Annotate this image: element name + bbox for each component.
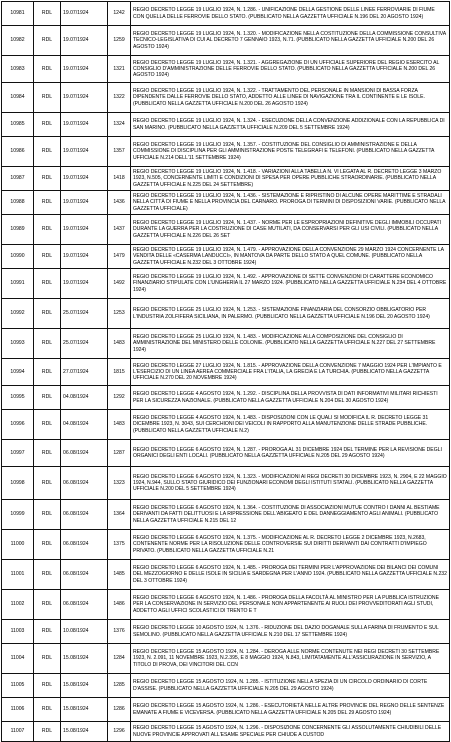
decree-number: 10989 — [2, 215, 34, 245]
decree-date: 27.07/1924 — [61, 359, 108, 386]
decree-type: RDL — [34, 500, 61, 530]
decree-description: REGIO DECRETO LEGGE 19 LUGLIO 1924, N. 1.324. - ESECUZIONE DELLA CONVENZIONE ADDIZIONALE CON LA REPUBBLICA DI SAN MARINO. (PUBBLICATO NELLA GAZZETTA UFFICIALE N.209 DEL 5 SETTEMBRE 1924) — [131, 113, 450, 137]
decree-type: RDL — [34, 674, 61, 698]
decree-description: REGIO DECRETO LEGGE 19 LUGLIO 1924, N. 1.357. - COSTITUZIONE DEL CONSIGLIO DI AMMINISTRAZIONE E DELLA COMMISSIONE DI DISCIPLINA PER GLI AMMINISTRAZIONE POSTE TELEGRAFI E TELEFONI. (PUBBLICATO NELLA GAZZETTA UFFICIALE N.214 DELL'11 SETTEMBRE 1924) — [131, 137, 450, 167]
table-row — [2, 2, 450, 26]
decree-description: REGIO DECRETO LEGGE 19 LUGLIO 1924, N. 1.436. - SISTEMAZIONE E RIPRISTINO DI ALCUNE OPERE MARITTIME E STRADALI NELLA CITTÀ DI FIUME E NELLA PROVINCIA DEL CARNARO. PROROGA DI TERMINI DI DISPOSIZIONI VARIE. (PUBBLICATO NELLA GAZZETTA UFFICIALE) — [131, 191, 450, 215]
decree-type: RDL — [34, 620, 61, 644]
table-row — [2, 530, 450, 560]
decree-date: 19.07/1924 — [61, 2, 108, 26]
decree-date: 15.08/1924 — [61, 674, 108, 698]
table-row — [2, 215, 450, 245]
decree-page-ref: 1483 — [108, 329, 131, 359]
decree-page-ref: 1287 — [108, 440, 131, 467]
decree-type: RDL — [34, 329, 61, 359]
decree-page-ref: 1259 — [108, 26, 131, 56]
table-row — [2, 167, 450, 191]
decree-number: 11002 — [2, 590, 34, 620]
decree-date: 15.08/1924 — [61, 698, 108, 722]
decree-page-ref: 1284 — [108, 644, 131, 674]
decree-page-ref: 1364 — [108, 500, 131, 530]
decree-number: 10995 — [2, 386, 34, 410]
decree-description: REGIO DECRETO LEGGE 19 LUGLIO 1924, N. 1.418. - VARIAZIONI ALLA TABELLA N. VI LEGATA AL R. DECRETO LEGGE 3 MARZO 1923, N.505, CONCERNENTE LIMITI E CONDIZIONI DI SPESA PER OPERE PUBBLICHE STRAORDINARIE. (PUBBLICATO NELLA GAZZETTA UFFICIALE N.225 DEL 24 SETTEMBRE) — [131, 167, 450, 191]
decree-date: 19.07/1924 — [61, 215, 108, 245]
table-row — [2, 386, 450, 410]
decree-type: RDL — [34, 26, 61, 56]
decree-number: 10993 — [2, 329, 34, 359]
decree-date: 19.07/1924 — [61, 113, 108, 137]
decree-description: REGIO DECRETO LEGGE 19 LUGLIO 1924, N. 1.479. - APPROVAZIONE DELLA CONVENZIONE 29 MARZO 1924 CONCERNENTE LA VENDITA DELLE «CASERMA LANDUCCI», IN MANTOVA DA PARTE DELLO STATO A QUEL COMUNE. (PUBBLICATO NELLA GAZZETTA UFFICIALE N.232 DEL 3 OTTOBRE 1924) — [131, 245, 450, 269]
decree-page-ref: 1437 — [108, 215, 131, 245]
decree-description: REGIO DECRETO LEGGE 10 AGOSTO 1924, N. 1.376. - RIDUZIONE DEL DAZIO DOGANALE SULLA FARINA DI FRUMENTO E SUL SEMOLINO. (PUBBLICATO NELLA GAZZETTA UFFICIALE N.210 DEL 17 SETTEMBRE 1924) — [131, 620, 450, 644]
decree-date: 19.07/1924 — [61, 269, 108, 299]
decree-number: 10992 — [2, 299, 34, 329]
decree-description: REGIO DECRETO LEGGE 4 AGOSTO 1924, N. 1.292. - DISCIPLINA DELLA PROVVISTA DI DATI INFORMATIVI MILITARI RICHIESTI PER LA SICUREZZA NAZIONALE. (PUBBLICATO NELLA GAZZETTA UFFICIALE N.204 DEL 30 AGOSTO 1924) — [131, 386, 450, 410]
decree-description: REGIO DECRETO LEGGE 4 AGOSTO 1924, N. 1.483. - DISPOSIZIONI CON LE QUALI SI MODIFICA IL R. DECRETO LEGGE 31 DICEMBRE 1923, N. 3043, SUI CERCHIONI DEI VEICOLI IN RAPPORTO ALLA MANUTENZIONE DELLE STRADE PUBBLICHE. (PUBBLICATO NELLA GAZZETTA UFFICIALE N.2) — [131, 410, 450, 440]
table-row — [2, 329, 450, 359]
decree-number: 11006 — [2, 698, 34, 722]
decree-type: RDL — [34, 56, 61, 83]
decree-date: 19.07/1924 — [61, 191, 108, 215]
register-rows — [2, 2, 450, 742]
decree-type: RDL — [34, 467, 61, 500]
decree-date: 19.07/1924 — [61, 245, 108, 269]
decree-description: REGIO DECRETO LEGGE 15 AGOSTO 1924, N. 1.296. - DISPOSIZIONE CONCERNENTE GLI ASSOLUTAMENTE CHIUDIBILI DELLE NUOVE PROVINCIE APPROVATI ALL'ESAME SPECIALE PER CHIUDE A CUSTOD — [131, 722, 450, 742]
table-row — [2, 560, 450, 590]
decree-number: 10986 — [2, 137, 34, 167]
decree-type: RDL — [34, 530, 61, 560]
decree-number: 10991 — [2, 269, 34, 299]
decree-date: 06.08/1924 — [61, 560, 108, 590]
decree-description: REGIO DECRETO LEGGE 6 AGOSTO 1924, N. 1.287. - PROROGA AL 31 DICEMBRE 1924 DEL TERMINE PER LA REVISIONE DEGLI ORGANICI DEGLI ENTI LOCALI. (PUBBLICATO NELLA GAZZETTA UFFICIALE N.205 DEL 29 AGOSTO 1924) — [131, 440, 450, 467]
decree-type: RDL — [34, 137, 61, 167]
decree-number: 10997 — [2, 440, 34, 467]
table-row — [2, 191, 450, 215]
decree-type: RDL — [34, 245, 61, 269]
decree-page-ref: 1375 — [108, 530, 131, 560]
decree-type: RDL — [34, 410, 61, 440]
decree-description: REGIO DECRETO LEGGE 6 AGOSTO 1924, N. 1.375. - MODIFICAZIONE AL R. DECRETO LEGGE 2 DICEMBRE 1923, N.2683, CONTENENTE NORME PER LA RISOLUZIONE DELLE CONTROVERSIE SUI DIRITTI DERIVANTI DAI CONTRATTI D'IMPIEGO PRIVATO. (PUBBLICATO NELLA GAZZETTA UFFICIALE N.21 — [131, 530, 450, 560]
decree-page-ref: 1321 — [108, 56, 131, 83]
decree-number: 11000 — [2, 530, 34, 560]
decree-date: 25.07/1924 — [61, 329, 108, 359]
decree-type: RDL — [34, 113, 61, 137]
decree-page-ref: 1286 — [108, 698, 131, 722]
decree-page-ref: 1253 — [108, 299, 131, 329]
decree-type: RDL — [34, 215, 61, 245]
table-row — [2, 590, 450, 620]
decree-description: REGIO DECRETO LEGGE 6 AGOSTO 1924, N. 1.364. - COSTITUZIONE DI ASSOCIAZIONI MUTUE CONTRO I DANNI AL BESTIAME DERIVANTI DA FATTI DELITTUOSI E LA RIPRESSIONE DELL'ABIGEATO E DEL DANNEGGIAMENTO AGLI ANIMALI. (PUBBLICATO NELLA GAZZETTA UFFICIALE N.215 DEL 12 — [131, 500, 450, 530]
table-row — [2, 113, 450, 137]
decree-date: 19.07/1924 — [61, 137, 108, 167]
decree-description: REGIO DECRETO LEGGE 27 LUGLIO 1924, N. 1.815. - APPROVAZIONE DELLA CONVENZIONE 7 MAGGIO 1924 PER L'IMPIANTO E L'ESERCIZIO DI UN LINEA AEREA COMMERCIALE FRA L'ITALIA, LA GRECIA E LA TURCHIA. (PUBBLICATO NELLA GAZZETTA UFFICIALE N.270 DEL 20 NOVEMBRE 1924) — [131, 359, 450, 386]
decree-date: 06.08/1924 — [61, 467, 108, 500]
table-row — [2, 245, 450, 269]
decree-description: REGIO DECRETO LEGGE 19 LUGLIO 1924, N. 1.286. - UNIFICAZIONE DELLA GESTIONE DELLE LINEE FERROVIARIE DI FIUME CON QUELLA DELLE FERROVIE DELLO STATO. (PUBBLICATO NELLA GAZZETTA UFFICIALE N.196 DEL 20 AGOSTO 1924) — [131, 2, 450, 26]
decree-page-ref: 1323 — [108, 467, 131, 500]
decree-page-ref: 1436 — [108, 191, 131, 215]
decree-type: RDL — [34, 560, 61, 590]
decree-type: RDL — [34, 698, 61, 722]
decree-number: 10987 — [2, 167, 34, 191]
table-row — [2, 500, 450, 530]
decree-number: 11005 — [2, 674, 34, 698]
decree-description: REGIO DECRETO LEGGE 19 LUGLIO 1924, N. 1.437. - NORME PER LE ESPROPRIAZIONI DEFINITIVE DEGLI IMMOBILI OCCUPATI DURANTE LA GUERRA PER LA COSTRUZIONE DI CASE MUTILATI, DA CONSERVARSI PER GLI USI CIVILI. (PUBBLICATO NELLA GAZZETTA UFFICIALE N.226 DEL 26 SET — [131, 215, 450, 245]
decree-date: 04.08/1924 — [61, 410, 108, 440]
decree-page-ref: 1376 — [108, 620, 131, 644]
decree-date: 19.07/1924 — [61, 167, 108, 191]
decree-type: RDL — [34, 191, 61, 215]
decree-date: 19.07/1924 — [61, 83, 108, 113]
table-row — [2, 467, 450, 500]
decree-date: 10.08/1924 — [61, 620, 108, 644]
decree-page-ref: 1492 — [108, 269, 131, 299]
decree-register-table — [1, 1, 450, 742]
decree-description: REGIO DECRETO LEGGE 6 AGOSTO 1924, N. 1.486. - PROROGA DELLA FACOLTÀ AL MINISTRO PER LA PUBBLICA ISTRUZIONE PER LA CONSERVAZIONE IN SERVIZIO DEL PERSONALE NON APPARTENENTE AI RUOLI DEI PROVVEDITORATI AGLI STUDI, ADDETTO AGLI UFFICI SCOLASTICI DI TRENTO E T — [131, 590, 450, 620]
table-row — [2, 410, 450, 440]
decree-page-ref: 1479 — [108, 245, 131, 269]
table-row — [2, 674, 450, 698]
decree-number: 10982 — [2, 26, 34, 56]
decree-number: 11003 — [2, 620, 34, 644]
decree-date: 06.08/1924 — [61, 440, 108, 467]
decree-page-ref: 1322 — [108, 83, 131, 113]
decree-description: REGIO DECRETO LEGGE 6 AGOSTO 1924, N. 1.485. - PROROGA DEI TERMINI PER L'APPROVAZIONE DEI BILANCI DEI COMUNI DEL MEZZOGIORNO E DELLE ISOLE IN SICILIA E SARDEGNA PER L'ANNO 1924. (PUBBLICATO NELLA GAZZETTA UFFICIALE N.232 DEL 3 OTTOBRE 1924) — [131, 560, 450, 590]
decree-number: 10985 — [2, 113, 34, 137]
decree-page-ref: 1418 — [108, 167, 131, 191]
decree-page-ref: 1483 — [108, 410, 131, 440]
decree-type: RDL — [34, 590, 61, 620]
decree-date: 19.07/1924 — [61, 56, 108, 83]
decree-type: RDL — [34, 2, 61, 26]
decree-date: 06.08/1924 — [61, 500, 108, 530]
table-row — [2, 440, 450, 467]
decree-date: 15.08/1924 — [61, 644, 108, 674]
decree-page-ref: 1285 — [108, 674, 131, 698]
table-row — [2, 137, 450, 167]
decree-date: 19.07/1924 — [61, 26, 108, 56]
table-row — [2, 56, 450, 83]
decree-type: RDL — [34, 269, 61, 299]
table-row — [2, 83, 450, 113]
decree-type: RDL — [34, 299, 61, 329]
decree-page-ref: 1357 — [108, 137, 131, 167]
decree-number: 11007 — [2, 722, 34, 742]
table-row — [2, 269, 450, 299]
decree-number: 11001 — [2, 560, 34, 590]
decree-page-ref: 1296 — [108, 722, 131, 742]
decree-description: REGIO DECRETO LEGGE 25 LUGLIO 1924, N. 1.483. - MODIFICAZIONE ALLA COMPOSIZIONE DEL CONSIGLIO DI AMMINISTRAZIONE DEL MINISTERO DELLE COLONIE. (PUBBLICATO NELLA GAZZETTA UFFICIALE N.227 DEL 27 SETTEMBRE 1924) — [131, 329, 450, 359]
decree-description: REGIO DECRETO LEGGE 15 AGOSTO 1924, N. 1.286. - ESECUTORIETÀ NELLE ALTRE PROVINCIE DEL REGNO DELLE SENTENZE EMANATE A FIUME E VICEVERSA. (PUBBLICATO NELLA GAZZETTA UFFICIALE N.205 DEL 29 AGOSTO 1924) — [131, 698, 450, 722]
decree-description: REGIO DECRETO LEGGE 19 LUGLIO 1924, N. 1.320. - MODIFICAZIONE NELLA COSTITUZIONE DELLA COMMISSIONE CONSULTIVA TECNICO-LEGISLATIVA DI CUI AL DECRETO 7 GENNAIO 1923, N.71. (PUBBLICATO NELLA GAZZETTA UFFICIALE N.200 DEL 26 AGOSTO 1924) — [131, 26, 450, 56]
decree-date: 06.08/1924 — [61, 590, 108, 620]
decree-type: RDL — [34, 722, 61, 742]
decree-number: 10994 — [2, 359, 34, 386]
decree-description: REGIO DECRETO LEGGE 25 LUGLIO 1924, N. 1.253. - SISTEMAZIONE FINANZIARIA DEL CONSORZIO OBBLIGATORIO PER L'INDUSTRIA ZOLFIFERA SICILIANA, IN PALERMO. (PUBBLICATO NELLA GAZZETTA UFFICIALE N.196 DEL 20 AGOSTO 1924) — [131, 299, 450, 329]
decree-number: 10988 — [2, 191, 34, 215]
table-row — [2, 359, 450, 386]
decree-date: 04.08/1924 — [61, 386, 108, 410]
decree-description: REGIO DECRETO LEGGE 19 LUGLIO 1924, N. 1.492. - APPROVAZIONE DI SETTE CONVENZIONI DI CARATTERE ECONOMICO FINANZIARIO STIPULATE CON L'UNGHERIA IL 27 MARZO 1924. (PUBBLICATO NELLA GAZZETTA UFFICIALE N.234 DEL 4 OTTOBRE 1924) — [131, 269, 450, 299]
decree-page-ref: 1486 — [108, 590, 131, 620]
decree-description: REGIO DECRETO LEGGE 19 LUGLIO 1924, N. 1.321. - AGGREGAZIONE DI UN UFFICIALE SUPERIORE DEL REGIO ESERCITO AL CONSIGLIO D'AMMINISTRAZIONE DELLE FERROVIE DELLO STATO. (PUBBLICATO NELLA GAZZETTA UFFICIALE N.200 DEL 26 AGOSTO 1924) — [131, 56, 450, 83]
decree-description: REGIO DECRETO LEGGE 15 AGOSTO 1924, N. 1.285. - ISTITUZIONE NELLA SPEZIA DI UN CIRCOLO ORDINARIO DI CORTE D'ASSISE. (PUBBLICATO NELLA GAZZETTA UFFICIALE N.205 DEL 29 AGOSTO 1924) — [131, 674, 450, 698]
decree-number: 10996 — [2, 410, 34, 440]
table-row — [2, 620, 450, 644]
decree-number: 10999 — [2, 500, 34, 530]
decree-number: 10984 — [2, 83, 34, 113]
decree-type: RDL — [34, 167, 61, 191]
decree-description: REGIO DECRETO LEGGE 6 AGOSTO 1924, N. 1.323. - MODIFICAZIONI AI REGI DECRETI 30 DICEMBRE 1923, N. 2904, E 22 MAGGIO 1924, N.944, SULLO STATO GIURIDICO DEI FUNZIONARI ECONOMI DEGLI ISTITUTI STATALI. (PUBBLICATO NELLA GAZZETTA UFFICIALE N.200 DEL 5 SETTEMBRE 1924) — [131, 467, 450, 500]
decree-date: 25.07/1924 — [61, 299, 108, 329]
decree-type: RDL — [34, 440, 61, 467]
decree-page-ref: 1292 — [108, 386, 131, 410]
table-row — [2, 644, 450, 674]
decree-number: 10983 — [2, 56, 34, 83]
table-row — [2, 299, 450, 329]
decree-type: RDL — [34, 644, 61, 674]
decree-date: 06.08/1924 — [61, 530, 108, 560]
decree-description: REGIO DECRETO LEGGE 15 AGOSTO 1924, N. 1.284. - DEROGA ALLE NORME CONTENUTE NEI REGI DECRETI 30 SETTEMBRE 1923, N. 2.091, 11 NOVEMBRE 1923, N.2.395, E 8 MAGGIO 1924, N.843, LIMITATAMENTE ALL'ASSICURAZIONE IN SERVIZIO, A TITOLO DI PROVA, DEI VINCITORI DEL CCN — [131, 644, 450, 674]
decree-page-ref: 1324 — [108, 113, 131, 137]
decree-page-ref: 1815 — [108, 359, 131, 386]
decree-number: 10981 — [2, 2, 34, 26]
decree-number: 10990 — [2, 245, 34, 269]
decree-number: 11004 — [2, 644, 34, 674]
decree-date: 15.08/1924 — [61, 722, 108, 742]
decree-number: 10998 — [2, 467, 34, 500]
decree-page-ref: 1485 — [108, 560, 131, 590]
table-row — [2, 26, 450, 56]
decree-type: RDL — [34, 386, 61, 410]
table-row — [2, 722, 450, 742]
decree-page-ref: 1242 — [108, 2, 131, 26]
decree-description: REGIO DECRETO LEGGE 19 LUGLIO 1924, N. 1.322. - TRATTAMENTO DEL PERSONALE IN MANSIONI DI BASSA FORZA DIPENDENTE DALLE FERROVIE DELLO STATO, ADDETTO ALLE LINEE DI NAVIGAZIONE TRA IL CONTINENTE E LE ISOLE. (PUBBLICATO NELLA GAZZETTA UFFICIALE N.200 DEL 26 AGOSTO 1924) — [131, 83, 450, 113]
table-row — [2, 698, 450, 722]
decree-type: RDL — [34, 83, 61, 113]
decree-type: RDL — [34, 359, 61, 386]
